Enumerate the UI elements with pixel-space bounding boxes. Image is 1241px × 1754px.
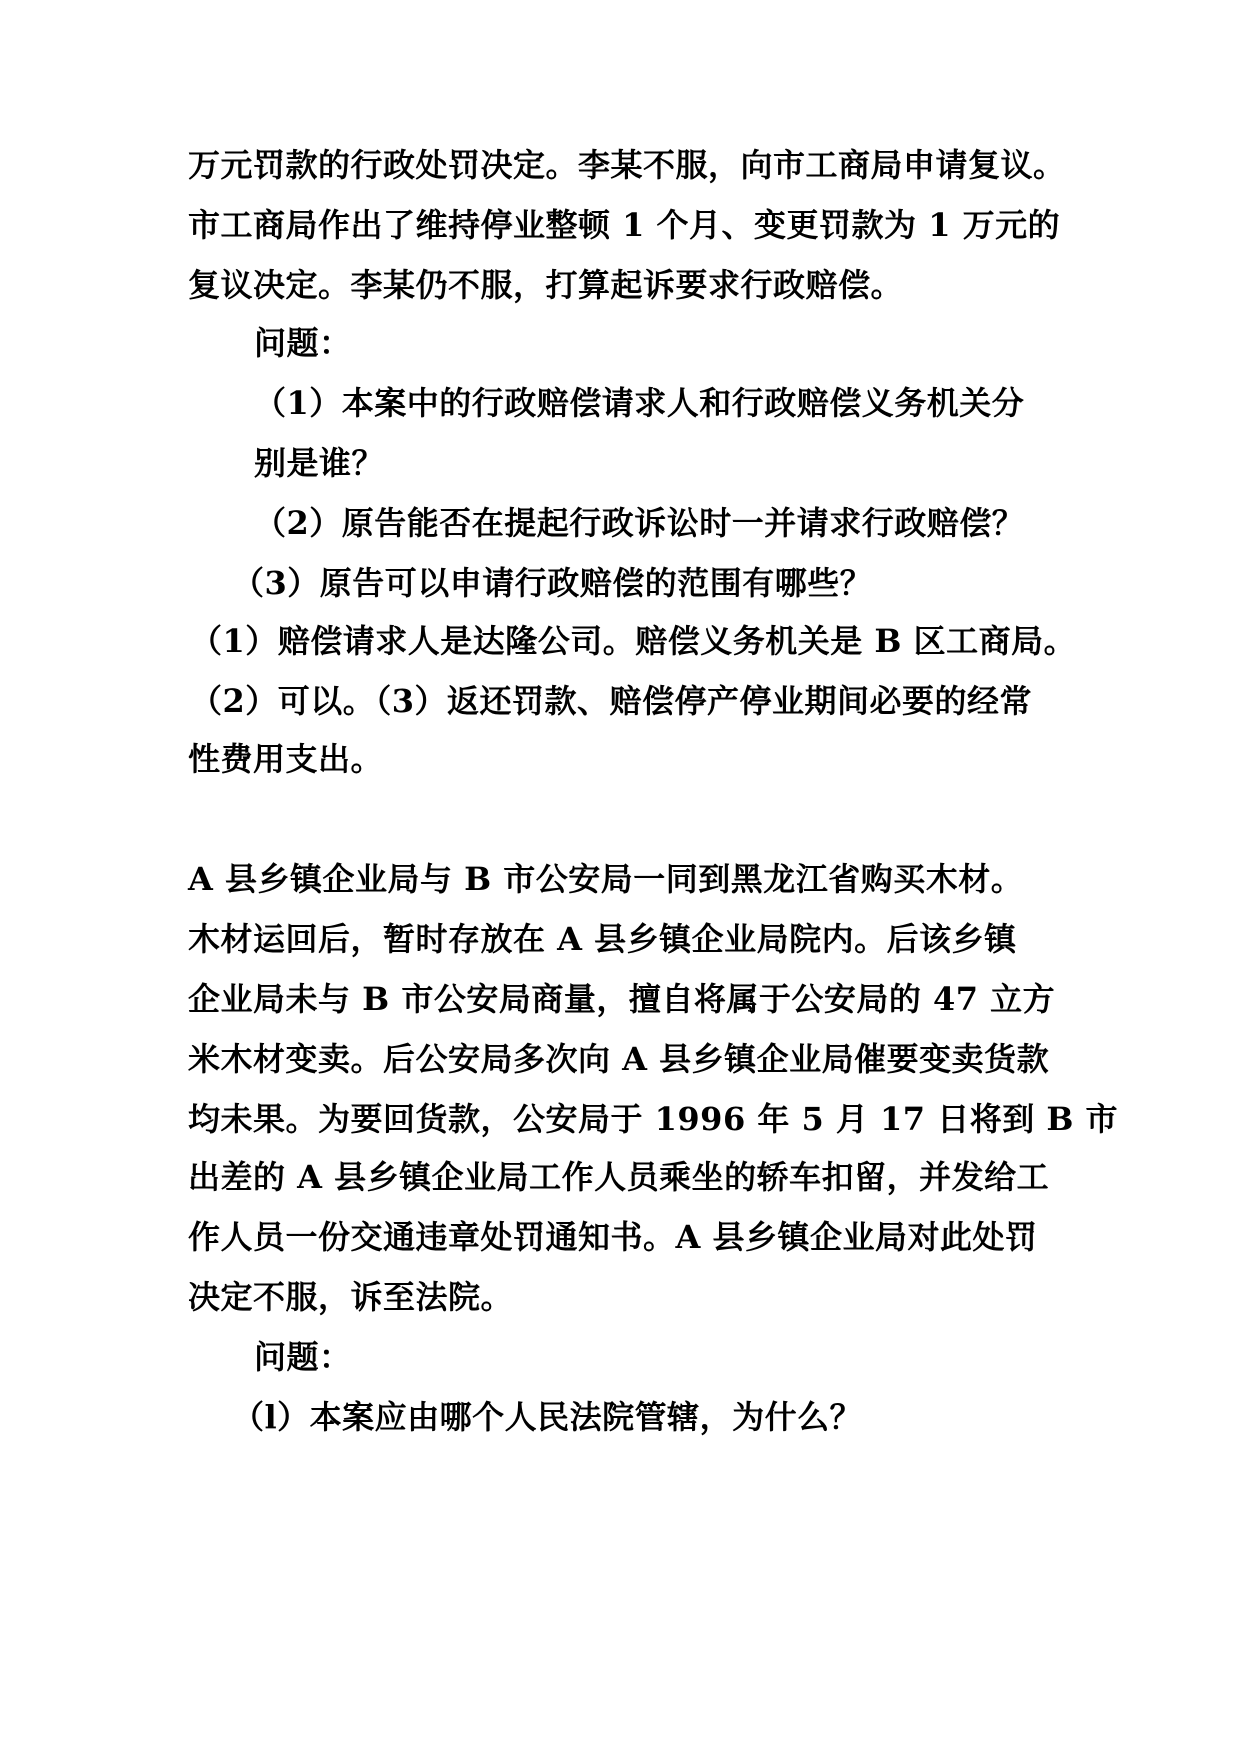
case-1-question: （3）原告可以申请行政赔偿的范围有哪些？ <box>232 564 873 602</box>
case-1-question: （1）本案中的行政赔偿请求人和行政赔偿义务机关分 <box>254 384 1025 422</box>
case-2-paragraph-line: 木材运回后，暂时存放在 A 县乡镇企业局院内。后该乡镇 <box>188 920 1017 958</box>
case-2-question-header: 问题： <box>254 1338 352 1376</box>
case-1-answer-line: （1）赔偿请求人是达隆公司。赔偿义务机关是 B 区工商局。 <box>190 622 1077 660</box>
case-2-paragraph-line: A 县乡镇企业局与 B 市公安局一同到黑龙江省购买木材。 <box>188 860 1024 898</box>
case-1-paragraph-line: 万元罚款的行政处罚决定。李某不服，向市工商局申请复议。 <box>188 146 1066 184</box>
case-2-paragraph-line: 决定不服，诉至法院。 <box>188 1278 514 1316</box>
case-2-paragraph-line: 出差的 A 县乡镇企业局工作人员乘坐的轿车扣留，并发给工 <box>188 1158 1050 1196</box>
case-2-paragraph-line: 企业局未与 B 市公安局商量，擅自将属于公安局的 47 立方 <box>188 980 1056 1018</box>
case-1-paragraph-line: 复议决定。李某仍不服，打算起诉要求行政赔偿。 <box>188 266 904 304</box>
case-2-paragraph-line: 均未果。为要回货款，公安局于 1996 年 5 月 17 日将到 B 市 <box>188 1100 1119 1138</box>
case-1-paragraph-line: 市工商局作出了维持停业整顿 1 个月、变更罚款为 1 万元的 <box>188 206 1061 244</box>
case-1-question: 别是谁？ <box>254 444 385 482</box>
case-1-answer-line: 性费用支出。 <box>188 740 384 778</box>
case-2-paragraph-line: 作人员一份交通违章处罚通知书。A 县乡镇企业局对此处罚 <box>188 1218 1038 1256</box>
case-1-question: （2）原告能否在提起行政诉讼时一并请求行政赔偿？ <box>254 504 1025 542</box>
case-2-question: （l）本案应由哪个人民法院管辖，为什么？ <box>232 1398 863 1436</box>
case-1-answer-line: （2）可以。（3）返还罚款、赔偿停产停业期间必要的经常 <box>190 682 1033 720</box>
case-2-paragraph-line: 米木材变卖。后公安局多次向 A 县乡镇企业局催要变卖货款 <box>188 1040 1050 1078</box>
case-1-question-header: 问题： <box>254 324 352 362</box>
